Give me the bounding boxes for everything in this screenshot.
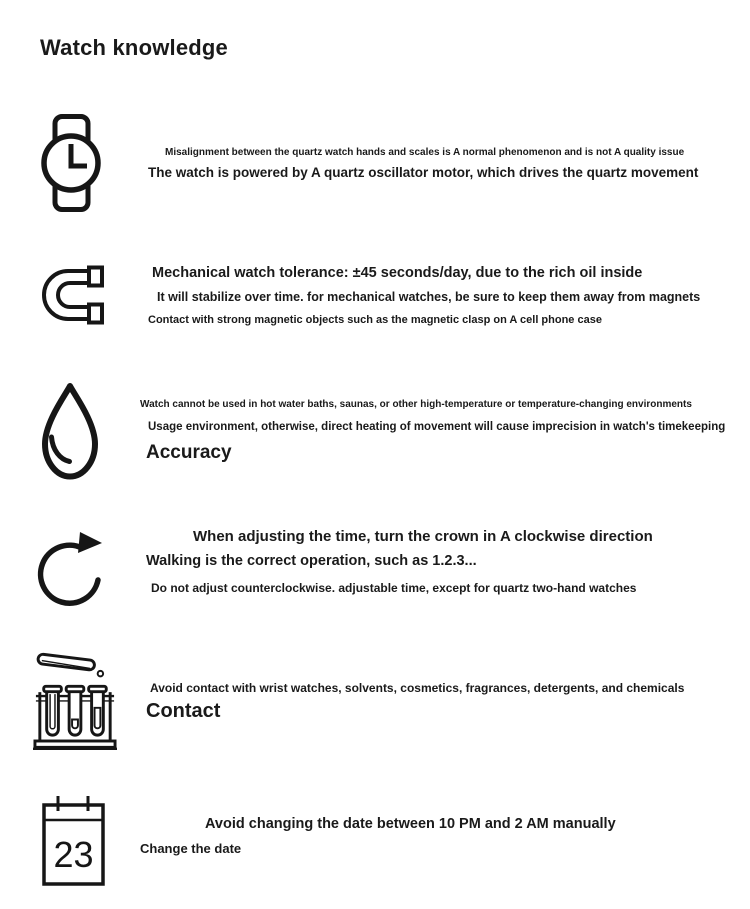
page-title: Watch knowledge bbox=[40, 35, 228, 60]
watch-icon bbox=[40, 113, 102, 213]
magnet-icon bbox=[38, 263, 108, 327]
temperature-sub-text: Usage environment, otherwise, direct heating of movement will cause imprecision in watch's timekeeping bbox=[148, 421, 726, 433]
date-sub-text: Change the date bbox=[140, 841, 242, 856]
magnet-note-text: Contact with strong magnetic objects such as the magnetic clasp on A cell phone case bbox=[148, 314, 602, 326]
clockwise-arrow-icon bbox=[36, 524, 108, 614]
contact-heading: Contact bbox=[146, 700, 221, 722]
quartz-note-text: Misalignment between the quartz watch hands and scales is A normal phenomenon and is not A quality issue bbox=[165, 147, 685, 158]
calendar-icon bbox=[40, 793, 106, 887]
crown-main-text: When adjusting the time, turn the crown in A clockwise direction bbox=[193, 528, 653, 545]
test-tubes-icon bbox=[33, 647, 117, 751]
temperature-note-text: Watch cannot be used in hot water baths, saunas, or other high-temperature or temperature-changing environments bbox=[140, 399, 692, 410]
chemicals-note-text: Avoid contact with wrist watches, solvents, cosmetics, fragrances, detergents, and chemicals bbox=[150, 681, 685, 695]
accuracy-heading: Accuracy bbox=[146, 442, 232, 463]
date-main-text: Avoid changing the date between 10 PM and 2 AM manually bbox=[205, 816, 616, 832]
crown-sub-text: Walking is the correct operation, such as 1.2.3... bbox=[146, 553, 477, 569]
water-drop-icon bbox=[38, 381, 102, 483]
calendar-day-number: 23 bbox=[53, 834, 94, 875]
magnet-main-text: Mechanical watch tolerance: ±45 seconds/day, due to the rich oil inside bbox=[152, 265, 643, 281]
crown-note-text: Do not adjust counterclockwise. adjustable time, except for quartz two-hand watches bbox=[151, 581, 637, 595]
magnet-sub-text: It will stabilize over time. for mechanical watches, be sure to keep them away from magnets bbox=[157, 290, 701, 304]
quartz-main-text: The watch is powered by A quartz oscillator motor, which drives the quartz movement bbox=[148, 165, 699, 180]
